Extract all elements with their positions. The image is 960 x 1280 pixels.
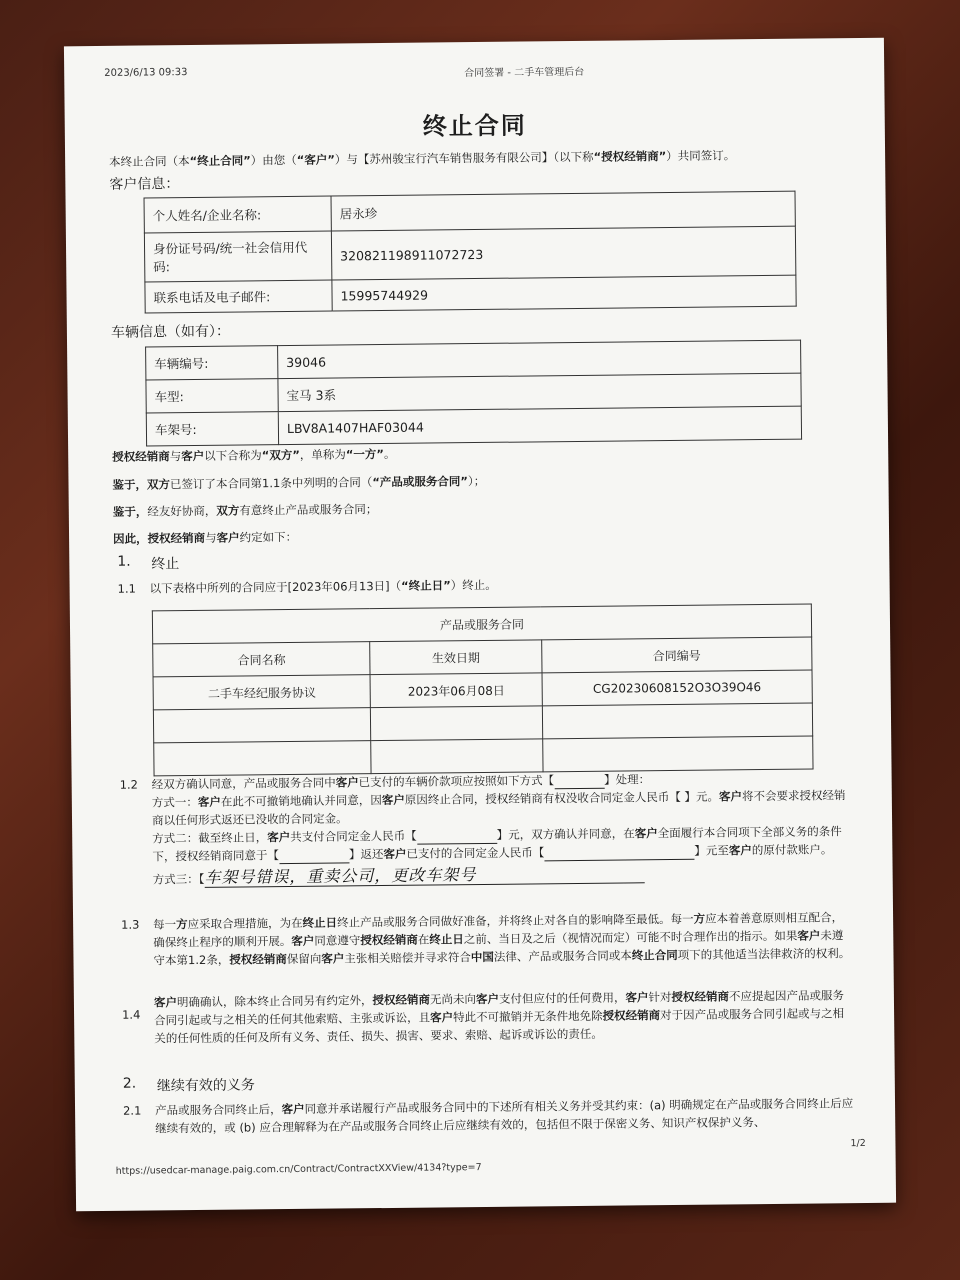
- vehicle-model-label: 车型:: [146, 379, 278, 413]
- table-header: 合同编号: [541, 637, 812, 673]
- table-cell: [154, 741, 372, 776]
- vehicle-model-value: 宝马 3系: [278, 373, 801, 411]
- table-cell: [153, 708, 371, 743]
- print-page-title: 合同签署 - 二手车管理后台: [464, 66, 585, 80]
- clause-1-2-number: 1.2: [119, 777, 139, 792]
- clause-2-1-number: 2.1: [122, 1103, 142, 1118]
- clause-1-3-text: 每一方应采取合理措施，为在终止日终止产品或服务合同做好准备，并将终止对各自的影响降至最低。每一方应本着善意原则相互配合，确保终止程序的顺利开展。客户同意遵守授权经销商在终止日之前、当日及之后（视情况而定）可能不时合理作出的指示。如果客户未遵守本第1.2条，授权经销商保留向客户主张相关赔偿并寻求符合中国法律、产品或服务合同或本终止合同项下的其他适当法律救济的权利。: [153, 910, 851, 968]
- table-row: [144, 226, 795, 282]
- recital-whereas-2: 鉴于，经友好协商，双方有意终止产品或服务合同；: [112, 502, 378, 519]
- page-number: 1/2: [850, 1137, 866, 1150]
- clause-2-1-text: 产品或服务合同终止后，客户同意并承诺履行产品或服务合同中的下述所有相关义务并受其约束：(a) 明确规定在产品或服务合同终止后应继续有效的，或 (b) 应合理解释为在产品或服务合同终止后应继续有效的，包括但不限于保密义务、知识产权保护义务、: [154, 1096, 854, 1136]
- table-header: 合同名称: [153, 642, 371, 677]
- table-cell: [371, 706, 543, 741]
- intro-paragraph: 本终止合同（本“终止合同”）由您（“客户”）与【苏州骏宝行汽车销售服务有限公司】（以下称“授权经销商”）共同签订。: [109, 148, 736, 169]
- recital-whereas-1: 鉴于，双方已签订了本合同第1.1条中列明的合同（“产品或服务合同”）；: [112, 473, 486, 492]
- recital-therefore: 因此，授权经销商与客户约定如下：: [113, 529, 298, 546]
- table-caption: 产品或服务合同: [152, 604, 811, 644]
- option-1: 方式一：客户在此不可撤销地确认并同意，因客户原因终止合同，授权经销商有权没收合同定金人民币【 】元。客户将不会要求授权经销商以任何形式返还已没收的合同定金。: [151, 788, 846, 828]
- vehicle-id-label: 车辆编号:: [146, 346, 278, 380]
- customer-name-value: 居永珍: [331, 191, 795, 231]
- handwritten-note: 车架号错误，重卖公司，更改车架号: [204, 864, 644, 888]
- clause-1-4-text: 客户明确确认，除本终止合同另有约定外，授权经销商无尚未向客户支付但应付的任何费用，客户针对授权经销商不应提起因产品或服务合同引起或与之相关的任何其他索赔、主张或诉讼，且客户特此不可撤销并无条件地免除授权经销商对于因产品或服务合同引起或与之相关的任何性质的任何及所有义务、责任、损失、损害、要求、索赔、起诉或诉讼的责任。: [153, 988, 845, 1046]
- customer-section-label: 客户信息：: [109, 176, 180, 193]
- table-cell: [371, 739, 543, 774]
- contracts-table: [152, 604, 814, 777]
- table-cell: [542, 736, 813, 772]
- clause-1-1-text: 以下表格中所列的合同应于[2023年06月13日]（“终止日”）终止。: [149, 577, 497, 596]
- clause-1-1-number: 1.1: [117, 581, 136, 596]
- section-2-title: 继续有效的义务: [156, 1077, 255, 1095]
- option-2: 方式二：截至终止日，客户共支付合同定金人民币【 】元，双方确认并同意，在客户全面履行本合同项下全部义务的条件下，授权经销商同意于【 】返还客户已支付的合同定金人民币【 】元至客户的原付款账户。: [152, 824, 842, 864]
- section-2-number: 2.: [122, 1075, 137, 1092]
- option-3: 方式三：【车架号错误，重卖公司，更改车架号: [153, 862, 853, 888]
- deposit-blank: [417, 843, 497, 845]
- recital-parties: 授权经销商与客户以下合称为“双方”，单称为“一方”。: [112, 446, 396, 464]
- footer-url: https://usedcar-manage.paig.com.cn/Contract/ContractXXView/4134?type=7: [115, 1162, 482, 1177]
- customer-id-label: 身份证号码/统一社会信用代码:: [144, 231, 332, 282]
- vehicle-info-table: [145, 340, 802, 447]
- table-header: 生效日期: [370, 640, 542, 675]
- clause-1-3-number: 1.3: [121, 917, 140, 932]
- customer-name-label: 个人姓名/企业名称:: [144, 196, 331, 233]
- clause-1-2-intro: 经双方确认同意，产品或服务合同中客户已支付的车辆价款项应按照如下方式【 】处理：: [151, 772, 651, 792]
- section-1-title: 终止: [151, 556, 180, 573]
- table-cell: 二手车经纪服务协议: [153, 675, 371, 710]
- clause-1-4-number: 1.4: [121, 1007, 141, 1022]
- customer-contact-value: 15995744929: [332, 275, 796, 311]
- table-cell: [542, 703, 813, 739]
- table-row: [145, 275, 796, 313]
- customer-info-table: [144, 191, 797, 314]
- clause-1-2-text: [152, 768, 853, 888]
- print-datetime: 2023/6/13 09:33: [104, 67, 188, 79]
- customer-contact-label: 联系电话及电子邮件:: [145, 280, 332, 313]
- vehicle-vin-value: LBV8A1407HAF03044: [278, 406, 801, 444]
- return-date-blank: [279, 862, 349, 864]
- vehicle-section-label: 车辆信息（如有）：: [110, 323, 231, 341]
- contract-page: [64, 38, 896, 1212]
- table-row: [146, 406, 801, 446]
- return-amount-blank: [544, 859, 694, 862]
- table-cell: CG20230608152O3O39O46: [542, 670, 813, 706]
- customer-id-value: 320821198911072723: [331, 226, 795, 280]
- vehicle-vin-label: 车架号:: [146, 412, 278, 446]
- section-1-number: 1.: [117, 553, 131, 570]
- table-cell: 2023年06月08日: [370, 673, 542, 708]
- document-title: 终止合同: [422, 111, 527, 141]
- vehicle-id-value: 39046: [278, 340, 801, 378]
